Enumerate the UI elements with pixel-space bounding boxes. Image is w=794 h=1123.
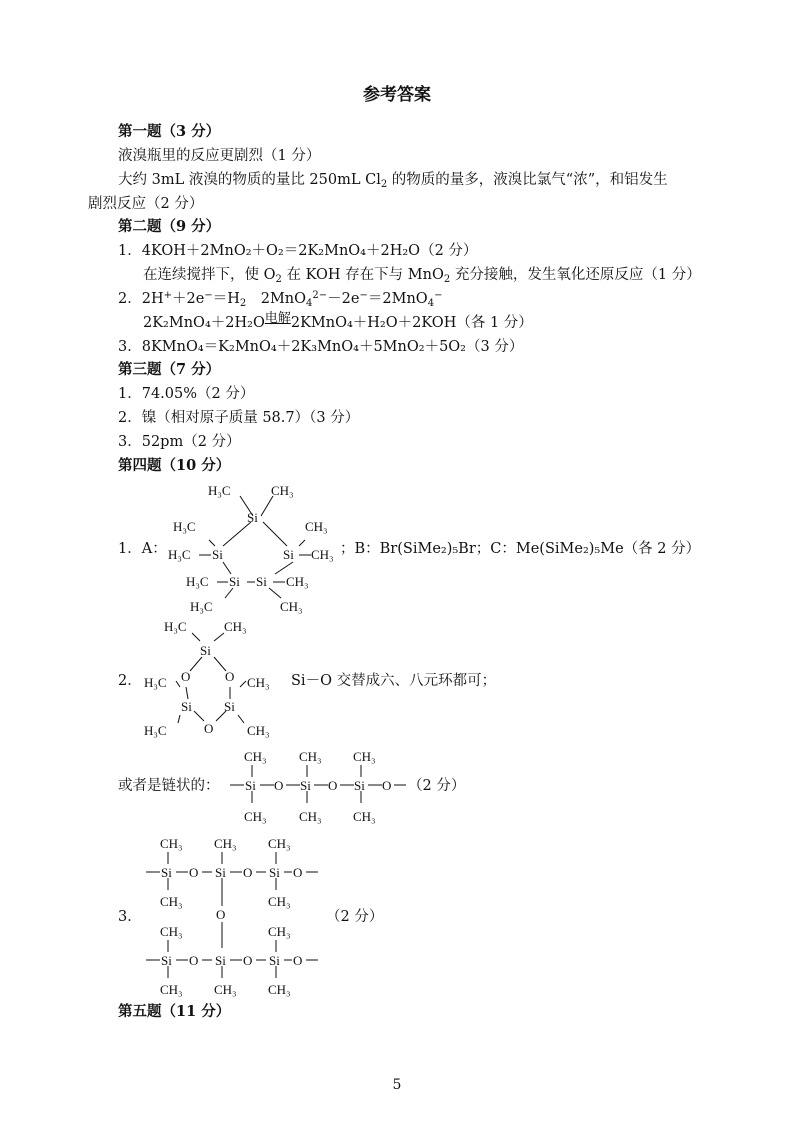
q4-2-o-r: O <box>225 669 235 684</box>
q4-1-si-bl: Si <box>229 574 240 589</box>
q4-1-h3c-b: H₃C <box>190 599 213 614</box>
q4-item1-label: 1．A： <box>118 541 167 557</box>
q4-1-ch3-b: CH₃ <box>280 599 303 614</box>
q4-item1-structure <box>165 478 345 618</box>
q4-3-o-b2: O <box>243 953 253 968</box>
q4-item3-score: （2 分） <box>326 909 384 925</box>
q4-3-ch3-b2: CH₃ <box>214 982 237 997</box>
q4-3-si-b1: Si <box>161 953 172 968</box>
q4-1-ch3-rr: CH₃ <box>311 547 334 562</box>
q4-3-ch3-t2: CH₃ <box>214 836 237 851</box>
q4-1-h3c-bl: H₃C <box>186 574 209 589</box>
q1-line3: 剧烈反应（2 分） <box>88 196 204 212</box>
q4-1-h3c-ll: H₃C <box>168 547 191 562</box>
q4-3-ch3-m4: CH₃ <box>268 924 291 939</box>
q4-item2-text: Si－O 交替成六、八元环都可； <box>291 673 497 689</box>
q4-3-si-t2: Si <box>215 865 226 880</box>
q4-1-h3c-l: H₃C <box>173 519 196 534</box>
q2-item2b-right: 2KMnO₄＋H₂O＋2KOH（各 1 分） <box>290 315 533 331</box>
q4-2-ch3-r: CH₃ <box>247 675 270 690</box>
q4-chain-ch3-b1: CH₃ <box>244 809 267 824</box>
q2-item2b-cond: 电解 <box>264 311 291 326</box>
q4-chain-ch3-t2: CH₃ <box>299 749 322 764</box>
q4-3-ch3-m3: CH₃ <box>160 924 183 939</box>
q4-item2-chain-structure <box>222 745 422 827</box>
q4-2-si-l: Si <box>181 699 192 714</box>
q4-3-o-t3: O <box>293 865 303 880</box>
q4-1-si-br: Si <box>256 574 267 589</box>
q4-3-si-t3: Si <box>269 865 280 880</box>
q2-item2a-mid: ＋2e <box>172 291 205 307</box>
q2-item2a-r1: ＝H <box>212 291 240 307</box>
q4-heading: 第四题（10 分） <box>118 457 231 474</box>
q1-line1: 液溴瓶里的反应更剧烈（1 分） <box>118 148 321 164</box>
q2-item1: 1．4KOH＋2MnO₂＋O₂＝2K₂MnO₄＋2H₂O（2 分） <box>118 243 478 259</box>
q4-2-h3c-b: H₃C <box>144 723 167 738</box>
q3-heading: 第三题（7 分） <box>118 361 221 378</box>
q2-item2a-left: 2．2H <box>118 291 164 307</box>
q4-2-ch3-b: CH₃ <box>247 723 270 738</box>
q4-item3-ladder-structure <box>140 832 330 1000</box>
q2-item1b-b: 在 KOH 存在下与 MnO <box>281 267 444 283</box>
q4-3-ch3-t1: CH₃ <box>160 836 183 851</box>
q4-item3-label: 3． <box>118 909 142 925</box>
q4-3-o-b3: O <box>293 953 303 968</box>
q4-item2-chain-label: 或者是链状的： <box>118 778 220 794</box>
q4-1-si-r: Si <box>283 547 294 562</box>
q4-chain-si-2: Si <box>300 778 311 793</box>
q4-1-ch3-br: CH₃ <box>286 574 309 589</box>
q1-heading: 第一题（3 分） <box>118 123 221 140</box>
q4-item2-label: 2． <box>118 673 142 689</box>
q4-3-ch3-b1: CH₃ <box>160 982 183 997</box>
q2-item2a: 2．$2H^++2e^-=H_2$ 2MnO$_4^{2-}$－2e−＝2MnO$_4$− <box>118 290 443 309</box>
q4-3-ch3-m2: CH₃ <box>268 894 291 909</box>
q4-item2-ring-structure <box>140 615 285 743</box>
q4-chain-si-1: Si <box>245 778 256 793</box>
q3-item1: 1．74.05%（2 分） <box>118 386 255 402</box>
q4-3-ch3-b3: CH₃ <box>268 982 291 997</box>
q4-item2-chain-score: （2 分） <box>408 778 466 794</box>
q4-2-o-b: O <box>204 721 214 736</box>
q4-3-si-t1: Si <box>161 865 172 880</box>
page-title: 参考答案 <box>363 85 431 105</box>
q3-item2: 2．镍（相对原子质量 58.7）（3 分） <box>118 410 360 426</box>
q1-line2a: 大约 3mL 液溴的物质的量比 250mL Cl <box>118 172 381 188</box>
q4-3-o-b1: O <box>189 953 199 968</box>
q4-3-si-b2: Si <box>215 953 226 968</box>
q2-item2a-r2: 2MnO <box>246 291 307 307</box>
q4-chain-ch3-b3: CH₃ <box>353 809 376 824</box>
q4-2-o-l: O <box>181 669 191 684</box>
q2-heading: 第二题（9 分） <box>118 218 221 235</box>
q4-2-h3c-top: H₃C <box>164 619 187 634</box>
q4-2-h3c-l: H₃C <box>144 675 167 690</box>
q4-2-si-top: Si <box>200 643 211 658</box>
q4-chain-ch3-t3: CH₃ <box>353 749 376 764</box>
page-number: 5 <box>392 1077 402 1093</box>
q5-heading: 第五题（11 分） <box>118 1003 231 1020</box>
q4-3-o-t2: O <box>243 865 253 880</box>
q2-item3: 3．8KMnO₄＝K₂MnO₄＋2K₃MnO₄＋5MnO₂＋5O₂（3 分） <box>118 339 524 355</box>
q1-line2: 大约 3mL 液溴的物质的量比 250mL $Cl_2$ 的物质的量多，液溴比氯气“浓”，和铝发生 <box>118 172 668 190</box>
q4-2-ch3-top: CH₃ <box>224 619 247 634</box>
q2-item1b: 在连续搅拌下，使 $O_2$ 在 KOH 存在下与 MnO$_2$ 充分接触，发生氧化还原反应（1 分） <box>143 267 701 285</box>
q2-item2a-r3: －2e <box>327 291 360 307</box>
q1-line2b: 的物质的量多，液溴比氯气“浓”，和铝发生 <box>387 172 668 188</box>
q4-1-si-l: Si <box>212 547 223 562</box>
q4-1-si-top: Si <box>247 510 258 525</box>
q4-chain-si-3: Si <box>354 778 365 793</box>
q4-3-si-b3: Si <box>269 953 280 968</box>
q4-3-o-t1: O <box>189 865 199 880</box>
q4-chain-o-2: O <box>328 778 338 793</box>
q4-3-ch3-t3: CH₃ <box>268 836 291 851</box>
q4-3-o-bridge: O <box>216 907 226 922</box>
q4-1-h3c-top: H₃C <box>208 483 231 498</box>
q3-item3: 3．52pm（2 分） <box>118 434 241 450</box>
q2-item2b-left: 2K₂MnO₄＋2H₂O <box>143 315 265 331</box>
q4-1-ch3-top: CH₃ <box>271 483 294 498</box>
q4-chain-o-3: O <box>382 778 392 793</box>
q4-chain-ch3-b2: CH₃ <box>299 809 322 824</box>
q4-2-si-r: Si <box>224 699 235 714</box>
q4-chain-o-1: O <box>274 778 284 793</box>
q2-item1b-c: 充分接触，发生氧化还原反应（1 分） <box>450 267 701 283</box>
q4-3-ch3-m1: CH₃ <box>160 894 183 909</box>
q4-chain-ch3-t1: CH₃ <box>244 749 267 764</box>
q2-item2b <box>143 311 533 333</box>
q2-item1b-a: 在连续搅拌下，使 O <box>143 267 276 283</box>
q2-item2a-r4: ＝2MnO <box>367 291 428 307</box>
q4-1-ch3-r: CH₃ <box>305 519 328 534</box>
q4-item1-text: ；B：Br(SiMe₂)₅Br；C：Me(SiMe₂)₅Me（各 2 分） <box>340 541 701 557</box>
